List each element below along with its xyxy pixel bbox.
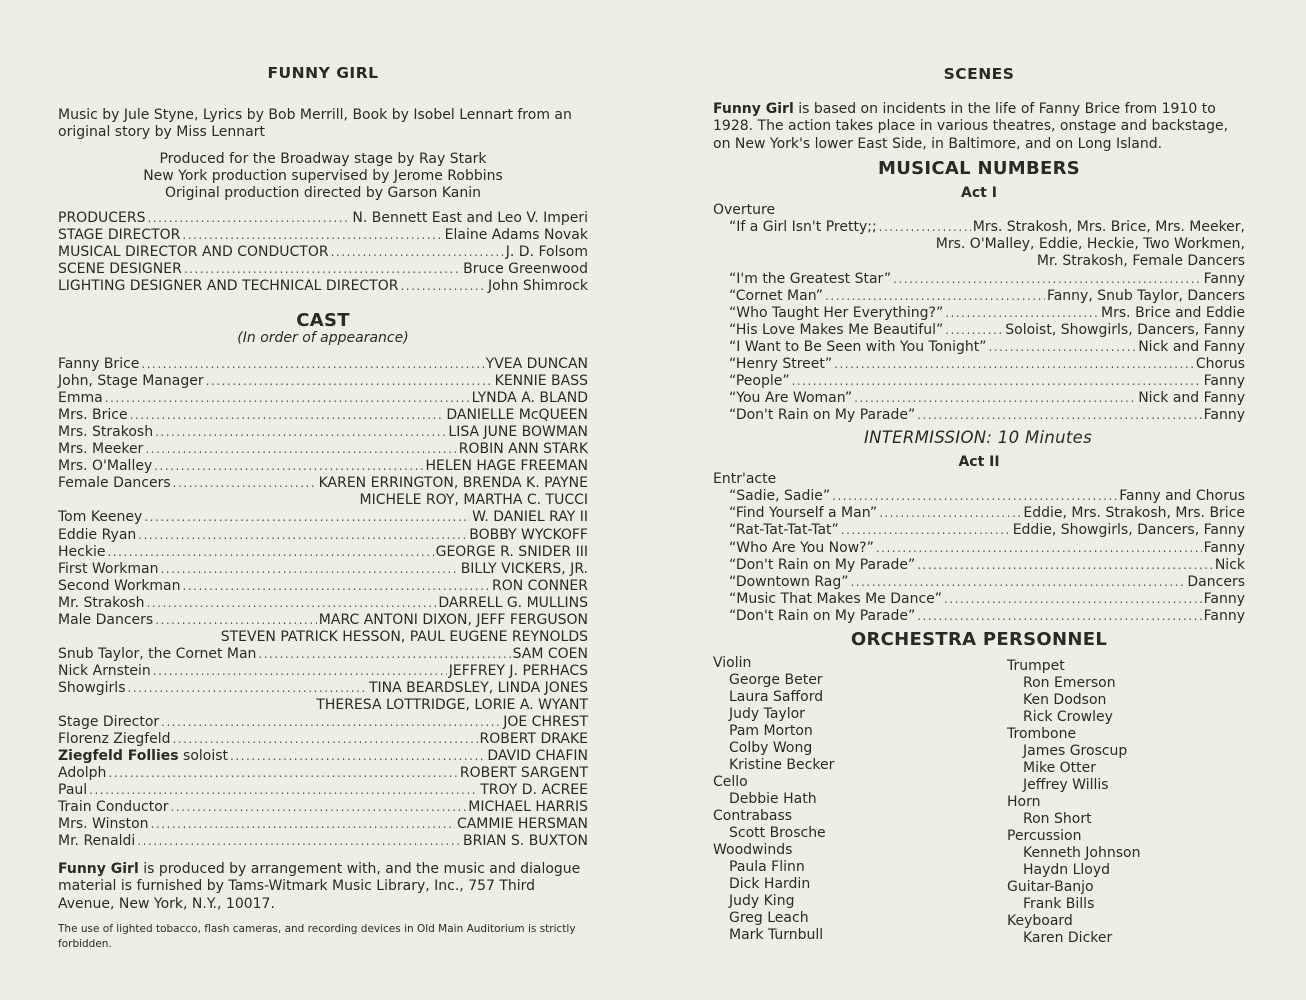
cast-row (58, 612, 588, 629)
staff-role: STAGE DIRECTOR (58, 227, 181, 243)
leader-dots (945, 322, 1003, 339)
leader-dots (145, 441, 456, 458)
orchestra-player: Ron Emerson (1023, 675, 1116, 691)
leader-dots (173, 731, 478, 748)
production-line: Produced for the Broadway stage by Ray Stark (159, 151, 487, 167)
song-row (729, 522, 1245, 539)
orchestra-section: Percussion (1007, 828, 1082, 844)
song-performers: Mrs. Brice and Eddie (1101, 305, 1245, 321)
cast-row (58, 424, 588, 441)
leader-dots (792, 373, 1202, 390)
orchestra-column-left (713, 655, 834, 944)
cast-role: Mrs. Strakosh (58, 424, 154, 441)
leader-dots (160, 561, 458, 578)
scenes-text: is based on incidents in the life of Fanny Brice from 1910 to 1928. The action takes place in various theatres, onstage and backstage, on New York's lower East Side, in Baltimore, and on Long Island. (713, 101, 1229, 152)
cast-role: Train Conductor (58, 799, 169, 816)
song-performers: Eddie, Mrs. Strakosh, Mrs. Brice (1023, 505, 1245, 522)
song-row (729, 488, 1245, 505)
orchestra-player: Ron Short (1023, 811, 1092, 827)
leader-dots (183, 578, 491, 595)
cast-row (58, 390, 588, 407)
staff-role: LIGHTING DESIGNER AND TECHNICAL DIRECTOR (58, 278, 399, 294)
leader-dots (879, 505, 1021, 522)
leader-dots (107, 544, 433, 561)
cast-row (58, 407, 588, 424)
cast-row (58, 748, 588, 765)
song-row (729, 219, 1245, 236)
leader-dots (841, 522, 1011, 539)
cast-actor: YVEA DUNCAN (485, 356, 588, 372)
leader-dots (141, 356, 483, 373)
leader-dots (89, 782, 478, 799)
orchestra-player: Laura Safford (729, 689, 824, 705)
cast-subheading: (In order of appearance) (237, 330, 409, 346)
leader-dots (893, 271, 1201, 288)
cast-actor: TINA BEARDSLEY, LINDA JONES (368, 679, 588, 696)
orchestra-player: Haydn Lloyd (1023, 862, 1111, 878)
cast-actor: CAMMIE HERSMAN (456, 816, 588, 833)
song-title: “Don't Rain on My Parade” (729, 556, 916, 573)
cast-row (58, 765, 588, 782)
arrangement-note (58, 861, 588, 913)
cast-actor: DAVID CHAFIN (487, 748, 588, 765)
leader-dots (108, 765, 457, 782)
cast-row (58, 595, 588, 612)
cast-row (58, 680, 588, 697)
orchestra-player: Mark Turnbull (729, 927, 824, 943)
leader-dots (854, 390, 1136, 407)
orchestra-player: Greg Leach (729, 910, 809, 926)
leader-dots (850, 574, 1185, 591)
song-title: “If a Girl Isn't Pretty;; (729, 219, 877, 235)
staff-row (58, 278, 588, 295)
song-title: “Who Taught Her Everything?” (729, 305, 944, 321)
scenes-heading: SCENES (943, 65, 1015, 83)
leader-dots (876, 540, 1202, 557)
song-title: “You Are Woman” (729, 390, 853, 406)
song-performers: Fanny, Snub Taylor, Dancers (1046, 288, 1245, 304)
song-performers-cont: Mrs. O'Malley, Eddie, Heckie, Two Workmen, (935, 236, 1245, 252)
leader-dots (171, 799, 467, 816)
cast-role: Tom Keeney (58, 509, 143, 526)
song-title: “Cornet Man” (729, 288, 824, 304)
leader-dots (105, 390, 470, 407)
orchestra-heading: ORCHESTRA PERSONNEL (850, 629, 1108, 650)
cast-actor: ROBERT SARGENT (459, 765, 588, 782)
arrangement-text: is produced by arrangement with, and the music and dialogue material is furnished by Tams-Witmark Music Library, Inc., 757 Third Avenue, New York, N.Y., 10017. (58, 861, 581, 912)
orchestra-player: James Groscup (1023, 743, 1128, 759)
orchestra-player: Frank Bills (1023, 896, 1095, 912)
orchestra-player: Judy King (729, 893, 795, 909)
orchestra-player: Jeffrey Willis (1023, 777, 1109, 793)
cast-row (58, 663, 588, 680)
song-performers: Fanny and Chorus (1119, 488, 1245, 504)
overture-label: Overture (713, 202, 776, 218)
cast-row (58, 509, 588, 526)
leader-dots (917, 407, 1201, 424)
act2-heading: Act II (958, 454, 1000, 470)
leader-dots (154, 458, 423, 475)
cast-actor: BOBBY WYCKOFF (469, 526, 588, 543)
song-row (729, 557, 1245, 574)
cast-role: Stage Director (58, 714, 160, 731)
cast-row (58, 561, 588, 578)
staff-row (58, 210, 588, 227)
leader-dots (130, 407, 445, 424)
cast-actor: LISA JUNE BOWMAN (448, 424, 588, 441)
cast-row (58, 731, 588, 748)
song-title: “Don't Rain on My Parade” (729, 407, 916, 423)
arrangement-title: Funny Girl (58, 861, 139, 877)
leader-dots (825, 288, 1045, 305)
cast-row (58, 544, 588, 561)
intermission-label: INTERMISSION: 10 Minutes (863, 428, 1093, 447)
cast-row (58, 833, 588, 850)
orchestra-column-right (1007, 658, 1140, 947)
cast-role: First Workman (58, 560, 159, 577)
cast-role: Mrs. Meeker (58, 441, 144, 458)
production-line: New York production supervised by Jerome Robbins (143, 168, 503, 184)
leader-dots (184, 261, 461, 278)
orchestra-player: Kristine Becker (729, 757, 835, 773)
song-title: “His Love Makes Me Beautiful” (729, 322, 944, 338)
leader-dots (128, 680, 367, 697)
cast-role: Mrs. Brice (58, 407, 128, 424)
cast-actor-cont: MICHELE ROY, MARTHA C. TUCCI (359, 492, 588, 509)
cast-role: Florenz Ziegfeld (58, 731, 171, 748)
cast-actor: JOE CHREST (503, 714, 588, 731)
song-performers: Eddie, Showgirls, Dancers, Fanny (1012, 522, 1245, 539)
staff-name: Elaine Adams Novak (444, 227, 588, 243)
cast-role: Mrs. Winston (58, 816, 149, 833)
leader-dots (917, 608, 1201, 625)
entracte-label: Entr'acte (713, 471, 777, 487)
orchestra-player: Pam Morton (729, 723, 813, 739)
cast-actor: BRIAN S. BUXTON (463, 833, 588, 850)
song-row (729, 373, 1245, 390)
song-row (729, 608, 1245, 625)
song-row (729, 540, 1245, 557)
cast-actor: W. DANIEL RAY II (472, 509, 588, 526)
orchestra-player: Judy Taylor (729, 706, 805, 722)
orchestra-section: Cello (713, 774, 748, 790)
orchestra-section: Guitar-Banjo (1007, 879, 1094, 895)
cast-actor: JEFFREY J. PERHACS (448, 662, 588, 679)
leader-dots (153, 663, 447, 680)
staff-row (58, 227, 588, 244)
staff-role: PRODUCERS (58, 210, 146, 226)
leader-dots (137, 833, 461, 850)
leader-dots (155, 612, 317, 629)
leader-dots (258, 646, 510, 663)
cast-role: Mr. Strakosh (58, 594, 145, 611)
song-row (729, 356, 1245, 373)
orchestra-player: Debbie Hath (729, 791, 817, 807)
song-title: “Rat-Tat-Tat-Tat” (729, 522, 839, 539)
orchestra-player: Kenneth Johnson (1023, 845, 1141, 861)
staff-role: MUSICAL DIRECTOR AND CONDUCTOR (58, 244, 329, 260)
song-row (729, 591, 1245, 608)
cast-actor: ROBIN ANN STARK (458, 441, 588, 458)
staff-name: Bruce Greenwood (463, 261, 588, 277)
cast-row (58, 356, 588, 373)
song-row (729, 505, 1245, 522)
leader-dots (879, 219, 971, 236)
leader-dots (944, 591, 1202, 608)
orchestra-player: Scott Brosche (729, 825, 826, 841)
cast-role: Second Workman (58, 577, 181, 594)
song-title: “People” (729, 373, 790, 389)
cast-actor: RON CONNER (492, 577, 588, 594)
leader-dots (206, 373, 493, 390)
song-performers: Fanny (1203, 373, 1245, 389)
staff-name: N. Bennett East and Leo V. Imperi (352, 210, 588, 226)
leader-dots (138, 527, 467, 544)
song-row (729, 271, 1245, 288)
leader-dots (147, 595, 437, 612)
leader-dots (834, 356, 1194, 373)
cast-actor: BILLY VICKERS, JR. (460, 560, 588, 577)
song-row (729, 305, 1245, 322)
scenes-description (713, 101, 1245, 153)
leader-dots (161, 714, 501, 731)
cast-row (58, 816, 588, 833)
song-performers: Dancers (1187, 574, 1245, 590)
cast-row (58, 782, 588, 799)
cast-row (58, 646, 588, 663)
song-title: “I Want to Be Seen with You Tonight” (729, 339, 987, 355)
cast-actor: DARRELL G. MULLINS (438, 594, 588, 611)
orchestra-player: Colby Wong (729, 740, 813, 756)
orchestra-player: Dick Hardin (729, 876, 811, 892)
cast-actor: LYNDA A. BLAND (471, 390, 588, 407)
cast-actor: TROY D. ACREE (480, 782, 588, 799)
orchestra-section: Trumpet (1007, 658, 1065, 674)
cast-actor: ROBERT DRAKE (479, 731, 588, 748)
cast-row (58, 799, 588, 816)
song-title: “Music That Makes Me Dance” (729, 591, 943, 608)
page-title: FUNNY GIRL (267, 64, 379, 82)
cast-role (58, 748, 228, 765)
song-performers: Mrs. Strakosh, Mrs. Brice, Mrs. Meeker, (972, 219, 1245, 235)
staff-name: J. D. Folsom (505, 244, 588, 260)
song-row (729, 288, 1245, 305)
orchestra-player: Mike Otter (1023, 760, 1097, 776)
song-performers: Nick and Fanny (1138, 339, 1245, 355)
cast-actor: KAREN ERRINGTON, BRENDA K. PAYNE (318, 475, 588, 492)
leader-dots (989, 339, 1137, 356)
orchestra-player: Ken Dodson (1023, 692, 1107, 708)
leader-dots (400, 278, 486, 295)
song-performers: Soloist, Showgirls, Dancers, Fanny (1005, 322, 1245, 338)
cast-actor-cont: STEVEN PATRICK HESSON, PAUL EUGENE REYNOLDS (220, 628, 588, 645)
cast-actor-cont: THERESA LOTTRIDGE, LORIE A. WYANT (316, 697, 588, 713)
song-title: “Don't Rain on My Parade” (729, 608, 916, 625)
song-title: “Downtown Rag” (729, 574, 849, 590)
leader-dots (331, 244, 504, 261)
cast-role: Mrs. O'Malley (58, 458, 153, 475)
cast-role: Female Dancers (58, 475, 171, 492)
cast-heading: CAST (296, 310, 350, 331)
cast-role: Adolph (58, 765, 107, 782)
cast-role: Eddie Ryan (58, 526, 137, 543)
song-performers: Fanny (1203, 608, 1245, 625)
leader-dots (147, 210, 350, 227)
orchestra-section: Keyboard (1007, 913, 1073, 929)
cast-actor: DANIELLE McQUEEN (446, 407, 588, 424)
song-performers: Fanny (1203, 591, 1245, 608)
song-performers: Fanny (1203, 407, 1245, 423)
staff-row (58, 244, 588, 261)
song-performers: Nick and Fanny (1138, 390, 1245, 406)
orchestra-section: Woodwinds (713, 842, 793, 858)
song-row (729, 574, 1245, 591)
leader-dots (144, 509, 470, 526)
song-title: “Henry Street” (729, 356, 833, 372)
leader-dots (832, 488, 1117, 505)
leader-dots (945, 305, 1099, 322)
orchestra-player: George Beter (729, 672, 823, 688)
cast-role: John, Stage Manager (58, 373, 204, 390)
song-row (729, 407, 1245, 424)
leader-dots (173, 475, 317, 492)
song-title: “Sadie, Sadie” (729, 488, 831, 504)
song-title: “Who Are You Now?” (729, 539, 874, 556)
cast-row (58, 475, 588, 492)
leader-dots (917, 557, 1213, 574)
leader-dots (230, 748, 485, 765)
cast-role: Paul (58, 782, 88, 799)
credits-intro: Music by Jule Styne, Lyrics by Bob Merrill, Book by Isobel Lennart from an original story by Miss Lennart (58, 107, 572, 141)
notice-text: The use of lighted tobacco, flash cameras, and recording devices in Old Main Auditorium is strictly forbidden. (58, 923, 576, 950)
orchestra-player: Rick Crowley (1023, 709, 1113, 725)
role-bold: Ziegfeld Follies (58, 748, 179, 765)
staff-name: John Shimrock (488, 278, 588, 294)
cast-role: Snub Taylor, the Cornet Man (58, 645, 257, 662)
cast-row (58, 578, 588, 595)
song-row (729, 390, 1245, 407)
production-line: Original production directed by Garson Kanin (165, 185, 481, 201)
leader-dots (182, 227, 442, 244)
song-performers: Nick (1214, 556, 1245, 573)
cast-role: Fanny Brice (58, 356, 140, 372)
song-row (729, 322, 1245, 339)
cast-row (58, 458, 588, 475)
cast-actor: HELEN HAGE FREEMAN (425, 458, 588, 475)
cast-actor: KENNIE BASS (494, 373, 588, 390)
role-rest: soloist (178, 748, 229, 765)
cast-role: Male Dancers (58, 611, 154, 628)
cast-row (58, 373, 588, 390)
cast-role: Emma (58, 390, 103, 407)
cast-role: Showgirls (58, 679, 126, 696)
cast-actor: SAM COEN (512, 645, 588, 662)
song-title: “Find Yourself a Man” (729, 505, 878, 522)
leader-dots (151, 816, 455, 833)
cast-row (58, 527, 588, 544)
orchestra-section: Contrabass (713, 808, 793, 824)
orchestra-player: Paula Flinn (729, 859, 805, 875)
orchestra-player: Karen Dicker (1023, 930, 1113, 946)
cast-row (58, 441, 588, 458)
orchestra-section: Horn (1007, 794, 1041, 810)
staff-row (58, 261, 588, 278)
staff-role: SCENE DESIGNER (58, 261, 182, 277)
song-performers-cont: Mr. Strakosh, Female Dancers (1036, 253, 1245, 269)
song-title: “I'm the Greatest Star” (729, 271, 892, 287)
cast-actor: MICHAEL HARRIS (468, 799, 588, 816)
song-performers: Fanny (1203, 271, 1245, 287)
song-performers: Fanny (1203, 539, 1245, 556)
cast-row (58, 714, 588, 731)
cast-role: Mr. Renaldi (58, 833, 136, 850)
cast-actor: MARC ANTONI DIXON, JEFF FERGUSON (318, 611, 588, 628)
act1-heading: Act I (961, 185, 997, 201)
scenes-title: Funny Girl (713, 101, 794, 117)
cast-role: Nick Arnstein (58, 662, 151, 679)
orchestra-section: Trombone (1007, 726, 1077, 742)
cast-role: Heckie (58, 543, 106, 560)
cast-actor: GEORGE R. SNIDER III (435, 543, 588, 560)
leader-dots (155, 424, 446, 441)
song-performers: Chorus (1195, 356, 1245, 372)
musical-numbers-heading: MUSICAL NUMBERS (878, 158, 1080, 179)
orchestra-section: Violin (713, 655, 752, 671)
song-row (729, 339, 1245, 356)
